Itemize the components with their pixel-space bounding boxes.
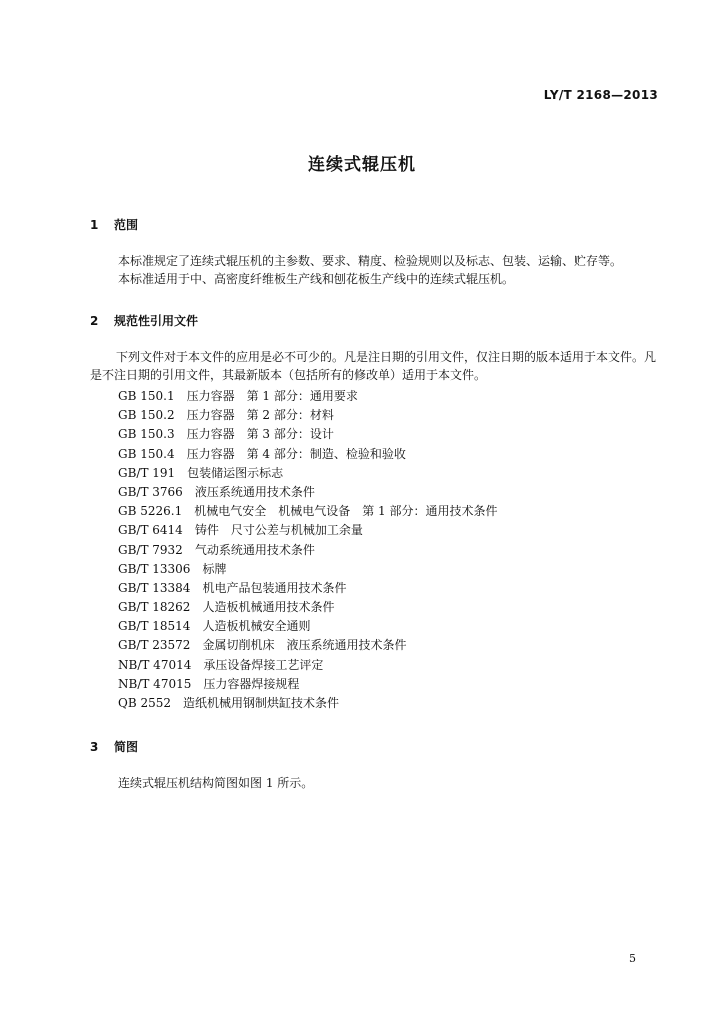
reference-title: 人造板机械安全通则 <box>202 619 311 634</box>
reference-item <box>118 521 498 540</box>
reference-code: NB/T 47015 <box>118 676 192 691</box>
reference-item <box>118 694 498 713</box>
reference-title: 压力容器焊接规程 <box>203 676 300 691</box>
page-number: 5 <box>629 952 636 965</box>
reference-code: GB 150.3 <box>118 427 175 442</box>
reference-title: 液压系统通用技术条件 <box>194 484 315 499</box>
reference-title: 包装储运图示标志 <box>187 465 284 480</box>
scope-paragraph: 本标准适用于中、高密度纤维板生产线和刨花板生产线中的连续式辊压机。 <box>118 272 515 286</box>
reference-code: GB/T 13306 <box>118 561 191 576</box>
section-title: 规范性引用文件 <box>114 314 199 328</box>
reference-item <box>118 579 498 598</box>
reference-item <box>118 636 498 655</box>
section-number: 2 <box>90 314 99 328</box>
reference-title: 标牌 <box>202 561 227 576</box>
reference-title: 机电产品包装通用技术条件 <box>202 580 347 595</box>
section-title: 简图 <box>114 740 139 754</box>
reference-code: GB 5226.1 <box>118 504 183 519</box>
reference-title: 气动系统通用技术条件 <box>194 542 315 557</box>
reference-item <box>118 387 498 406</box>
reference-code: GB/T 23572 <box>118 638 191 653</box>
reference-code: NB/T 47014 <box>118 657 192 672</box>
reference-item <box>118 675 498 694</box>
reference-title: 压力容器 第 4 部分：制造、检验和验收 <box>186 446 406 461</box>
reference-item <box>118 598 498 617</box>
reference-item <box>118 406 498 425</box>
reference-title: 压力容器 第 1 部分：通用要求 <box>186 389 358 403</box>
reference-item <box>118 483 498 502</box>
reference-code: GB/T 13384 <box>118 580 191 595</box>
reference-item <box>118 617 498 636</box>
reference-code: GB/T 191 <box>118 465 176 480</box>
references-intro-paragraph: 下列文件对于本文件的应用是必不可少的。凡是注日期的引用文件，仅注日期的版本适用于本文件。凡是不注日期的引用文件，其最新版本（包括所有的修改单）适用于本文件。 <box>90 350 657 382</box>
section-title: 范围 <box>114 218 139 232</box>
reference-code: GB/T 18514 <box>118 619 191 634</box>
reference-title: 金属切削机床 液压系统通用技术条件 <box>202 638 407 653</box>
reference-title: 承压设备焊接工艺评定 <box>203 657 324 672</box>
reference-code: GB/T 3766 <box>118 484 183 499</box>
reference-code: GB/T 18262 <box>118 600 191 615</box>
reference-item <box>118 464 498 483</box>
reference-code: GB 150.1 <box>118 389 175 403</box>
reference-title: 铸件 尺寸公差与机械加工余量 <box>194 523 363 538</box>
reference-item <box>118 502 498 521</box>
references-intro <box>90 348 664 384</box>
reference-title: 造纸机械用钢制烘缸技术条件 <box>183 696 340 710</box>
reference-item <box>118 445 498 464</box>
reference-title: 压力容器 第 3 部分：设计 <box>186 427 334 442</box>
scope-paragraph: 本标准规定了连续式辊压机的主参数、要求、精度、检验规则以及标志、包装、运输、贮存等。 <box>118 254 623 268</box>
scope-body <box>92 252 662 288</box>
document-title: 连续式辊压机 <box>308 155 416 175</box>
section-number: 3 <box>90 740 99 754</box>
standard-code: LY/T 2168—2013 <box>543 88 658 102</box>
reference-item <box>118 541 498 560</box>
reference-code: GB 150.4 <box>118 446 175 461</box>
reference-code: GB 150.2 <box>118 408 175 423</box>
section-heading-diagram <box>90 738 138 755</box>
reference-item <box>118 425 498 444</box>
diagram-paragraph: 连续式辊压机结构简图如图 1 所示。 <box>118 776 314 790</box>
reference-item <box>118 560 498 579</box>
reference-list <box>118 387 498 713</box>
diagram-body <box>92 774 662 792</box>
section-heading-scope <box>90 216 138 233</box>
reference-code: GB/T 6414 <box>118 523 183 538</box>
reference-title: 压力容器 第 2 部分：材料 <box>186 408 334 423</box>
section-heading-normative-references <box>90 312 198 329</box>
reference-title: 人造板机械通用技术条件 <box>202 600 335 615</box>
section-number: 1 <box>90 218 99 232</box>
reference-item <box>118 656 498 675</box>
reference-title: 机械电气安全 机械电气设备 第 1 部分：通用技术条件 <box>194 504 498 519</box>
reference-code: GB/T 7932 <box>118 542 183 557</box>
reference-code: QB 2552 <box>118 696 172 710</box>
